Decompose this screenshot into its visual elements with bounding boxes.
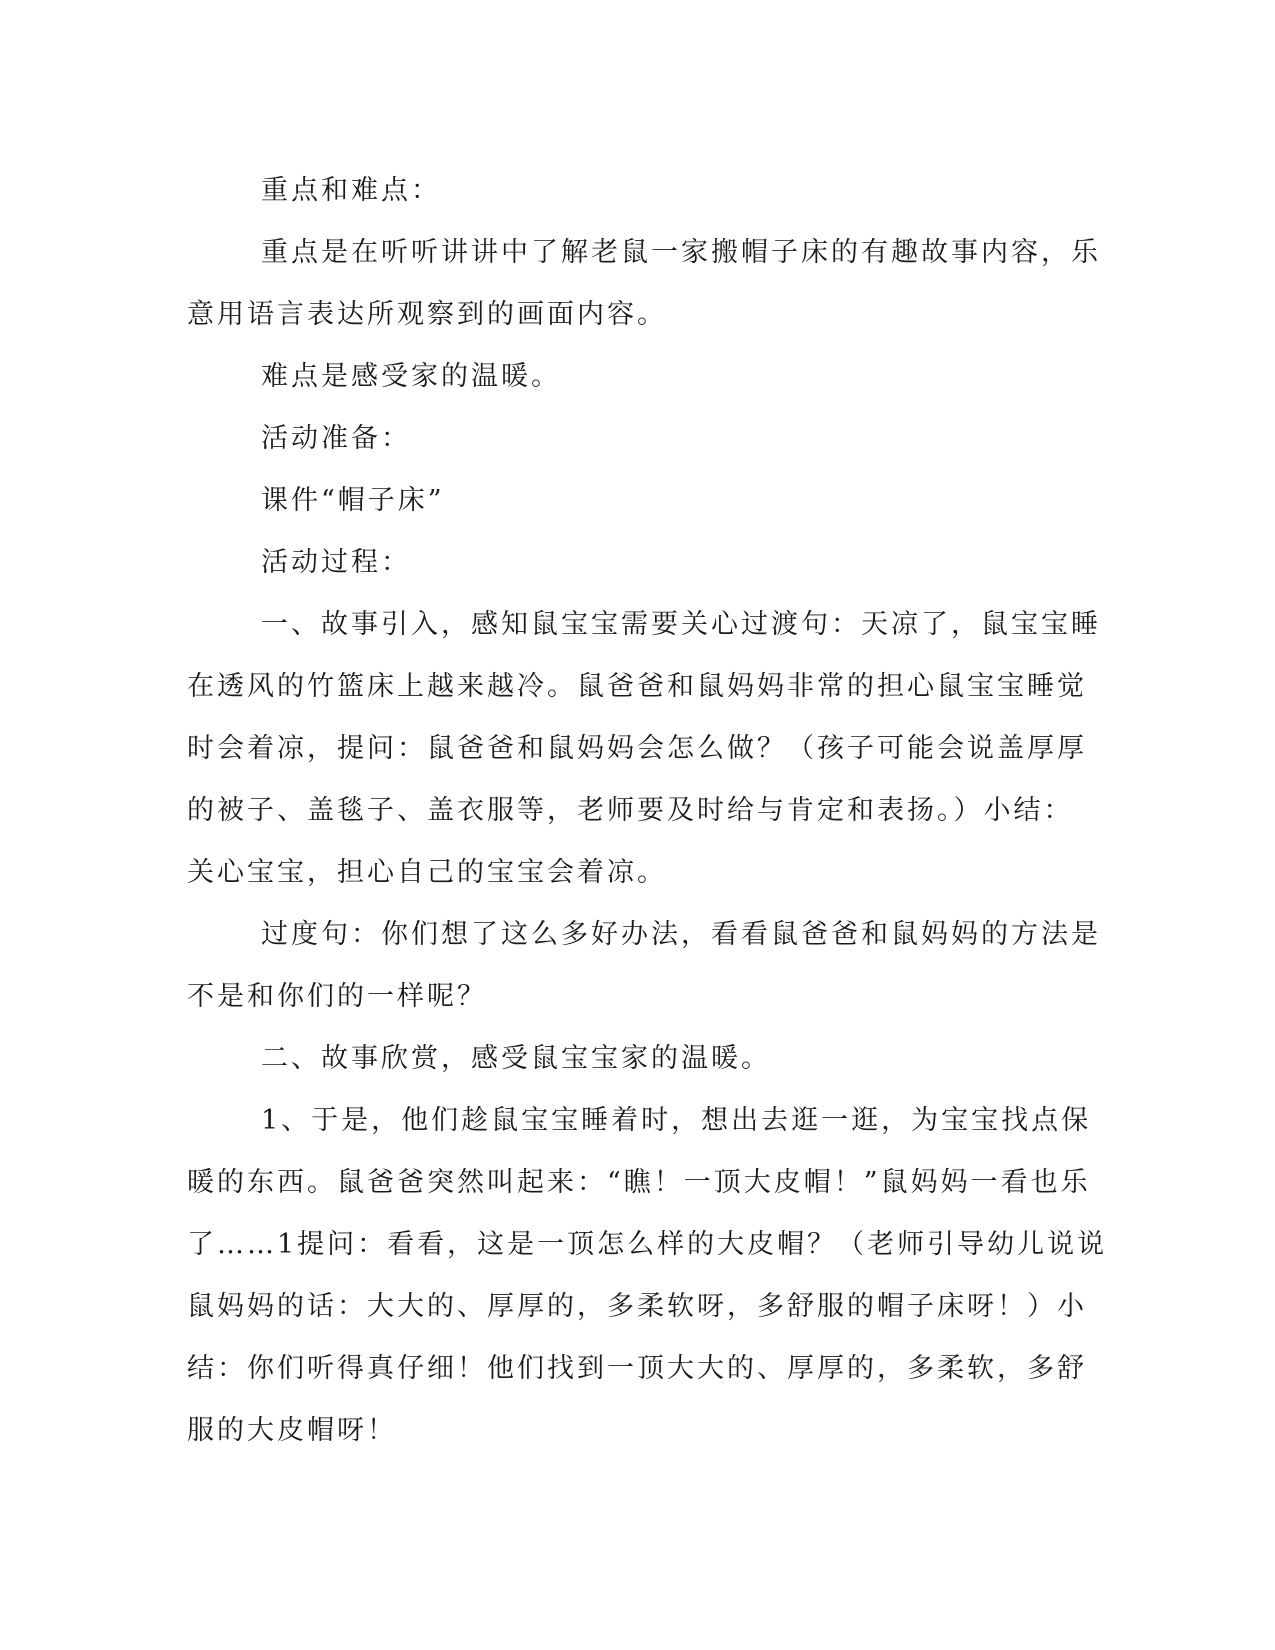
paragraph: [187, 1090, 1108, 1462]
paragraph-line: 活动准备：: [261, 423, 411, 454]
paragraph: [187, 532, 1067, 594]
paragraph: [187, 594, 1101, 904]
paragraph-line: 课件“帽子床”: [261, 485, 445, 516]
paragraph: [187, 904, 1101, 1028]
paragraph-line: 意用语言表达所观察到的画面内容。: [187, 299, 667, 330]
paragraph: [187, 346, 1067, 408]
paragraph-line: 不是和你们的一样呢？: [187, 981, 487, 1012]
paragraph-line: 重点是在听听讲讲中了解老鼠一家搬帽子床的有趣故事内容，乐: [261, 237, 1101, 268]
paragraph-line: 1、于是，他们趁鼠宝宝睡着时，想出去逛一逛，为宝宝找点保: [261, 1105, 1092, 1136]
paragraph-line: 在透风的竹篮床上越来越冷。鼠爸爸和鼠妈妈非常的担心鼠宝宝睡觉: [187, 671, 1087, 702]
paragraph-line: 暖的东西。鼠爸爸突然叫起来：“瞧！一顶大皮帽！”鼠妈妈一看也乐: [187, 1167, 1091, 1198]
paragraph-line: 难点是感受家的温暖。: [261, 361, 561, 392]
paragraph-line: 一、故事引入，感知鼠宝宝需要关心过渡句：天凉了，鼠宝宝睡: [261, 609, 1101, 640]
paragraph: [187, 222, 1101, 346]
document-body: [187, 160, 1108, 1462]
paragraph: [187, 1028, 1067, 1090]
paragraph: [187, 470, 1067, 532]
paragraph-line: 结：你们听得真仔细！他们找到一顶大大的、厚厚的，多柔软，多舒: [187, 1353, 1087, 1384]
paragraph-line: 时会着凉，提问：鼠爸爸和鼠妈妈会怎么做？（孩子可能会说盖厚厚: [187, 733, 1087, 764]
paragraph-line: 关心宝宝，担心自己的宝宝会着凉。: [187, 857, 667, 888]
paragraph-line: 过度句：你们想了这么多好办法，看看鼠爸爸和鼠妈妈的方法是: [261, 919, 1101, 950]
paragraph-line: 服的大皮帽呀！: [187, 1415, 397, 1446]
paragraph-line: 的被子、盖毯子、盖衣服等，老师要及时给与肯定和表扬。）小结：: [187, 795, 1074, 826]
paragraph: [187, 160, 1067, 222]
paragraph: [187, 408, 1067, 470]
paragraph-line: 二、故事欣赏，感受鼠宝宝家的温暖。: [261, 1043, 771, 1074]
paragraph-line: 活动过程：: [261, 547, 411, 578]
paragraph-line: 了……1提问：看看，这是一顶怎么样的大皮帽？（老师引导幼儿说说: [187, 1229, 1108, 1260]
paragraph-line: 鼠妈妈的话：大大的、厚厚的，多柔软呀，多舒服的帽子床呀！）小: [187, 1291, 1087, 1322]
paragraph-line: 重点和难点：: [261, 175, 441, 206]
